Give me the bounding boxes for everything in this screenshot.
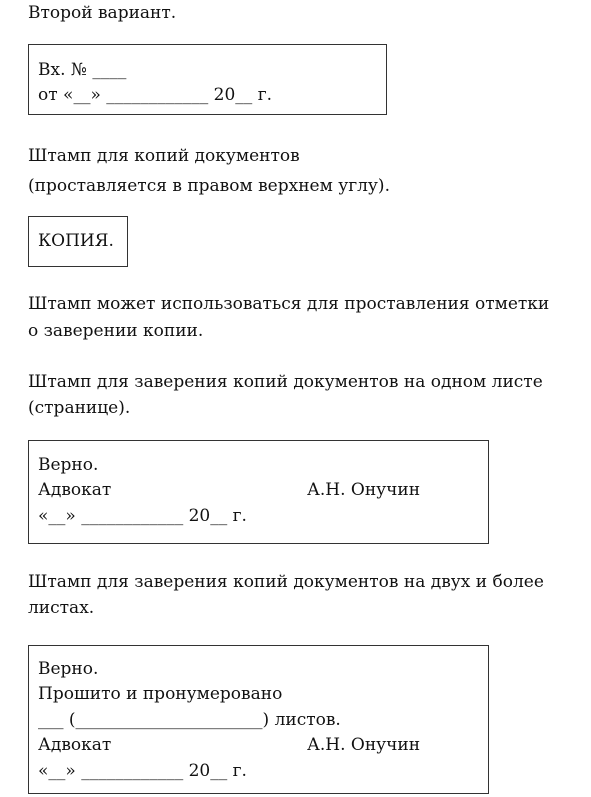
one-sheet-heading-line2: (странице). <box>28 398 131 418</box>
stamp-multi-sheet-date: «__» ____________ 20__ г. <box>38 761 247 781</box>
copy-note-line1: Штамп может использоваться для проставления отметки <box>28 294 550 314</box>
stamp-multi-sheet-signer: А.Н. Онучин <box>307 735 421 755</box>
one-sheet-heading-line1: Штамп для заверения копий документов на одном листе <box>28 372 543 392</box>
stamp-incoming <box>28 44 387 115</box>
stamp-copy <box>28 216 128 267</box>
multi-sheet-heading-line1: Штамп для заверения копий документов на двух и более <box>28 572 544 592</box>
stamp-incoming-date: от «__» ____________ 20__ г. <box>38 85 272 105</box>
stamp-multi-sheet <box>28 645 489 794</box>
stamp-multi-sheet-verified: Верно. <box>38 659 99 679</box>
stamp-one-sheet-date: «__» ____________ 20__ г. <box>38 506 247 526</box>
stamp-multi-sheet-role: Адвокат <box>38 735 112 755</box>
copy-note-line2: о заверении копии. <box>28 321 204 341</box>
multi-sheet-heading-line2: листах. <box>28 598 95 618</box>
stamp-one-sheet-role: Адвокат <box>38 480 112 500</box>
stamp-incoming-number: Вх. № ____ <box>38 60 127 80</box>
stamp-one-sheet-verified: Верно. <box>38 455 99 475</box>
stamp-multi-sheet-sheet-count: ___ (______________________) листов. <box>38 710 341 730</box>
copy-heading-line2: (проставляется в правом верхнем углу). <box>28 176 390 196</box>
stamp-copy-text: КОПИЯ. <box>38 231 114 251</box>
stamp-multi-sheet-stitched: Прошито и пронумеровано <box>38 684 283 704</box>
stamp-one-sheet <box>28 440 489 544</box>
intro-text: Второй вариант. <box>28 3 177 23</box>
stamp-one-sheet-signer: А.Н. Онучин <box>307 480 421 500</box>
copy-heading-line1: Штамп для копий документов <box>28 146 300 166</box>
